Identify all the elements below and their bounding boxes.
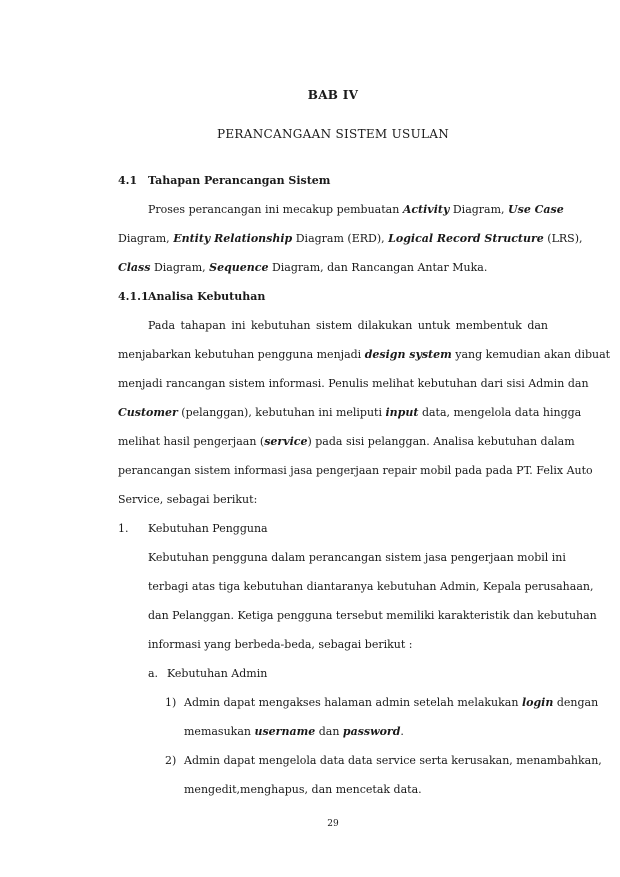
italic-term: Sequence xyxy=(209,261,269,274)
text-run: . xyxy=(400,725,404,738)
list-title: Kebutuhan Pengguna xyxy=(148,522,268,535)
text-run: Diagram, xyxy=(150,261,210,274)
text-run: Diagram, xyxy=(449,203,509,216)
text-run: yang kemudian akan dibuat xyxy=(451,348,611,361)
chapter-title: PERANCANGAAN SISTEM USULAN xyxy=(216,127,450,141)
text-run: melihat hasil pengerjaan ( xyxy=(118,435,265,448)
numbered-item xyxy=(165,754,602,768)
section-heading-4-1 xyxy=(118,174,548,188)
page-number: 29 xyxy=(327,819,339,829)
paragraph-line: Service, sebagai berikut: xyxy=(118,493,258,506)
italic-term: Use Case xyxy=(508,203,564,216)
italic-term: username xyxy=(254,725,316,738)
paragraph-line xyxy=(118,232,583,246)
text-run: dan xyxy=(315,725,343,738)
italic-term: password xyxy=(342,725,401,738)
paragraph-line xyxy=(118,261,548,275)
italic-term: Customer xyxy=(118,406,178,419)
text-run: Admin dapat mengelola data data service serta kerusakan, menambahkan, xyxy=(184,754,602,767)
numbered-item xyxy=(165,696,599,710)
italic-term: service xyxy=(264,435,308,448)
text-run: (pelanggan), kebutuhan ini meliputi xyxy=(177,406,386,419)
text-run: (LRS), xyxy=(543,232,583,245)
text-run: Diagram (ERD), xyxy=(292,232,389,245)
paragraph-line xyxy=(118,348,611,362)
list-marker: 1. xyxy=(118,522,129,535)
italic-term: login xyxy=(521,696,554,709)
list-marker: 1) xyxy=(165,696,177,709)
text-run: Diagram, xyxy=(118,232,174,245)
paragraph-line: mengedit,menghapus, dan mencetak data. xyxy=(184,783,422,796)
text-run: Proses perancangan ini mecakup pembuatan xyxy=(148,203,403,216)
text-run: dengan xyxy=(553,696,599,709)
paragraph-line: perancangan sistem informasi jasa pengerjaan repair mobil pada pada PT. Felix Auto xyxy=(118,464,593,477)
text-run: Admin dapat mengakses halaman admin setelah melakukan xyxy=(184,696,522,709)
italic-term: Logical Record Structure xyxy=(388,232,544,245)
section-title: Analisa Kebutuhan xyxy=(148,290,266,303)
paragraph-line: Pada tahapan ini kebutuhan sistem dilakukan untuk membentuk dan xyxy=(148,319,548,332)
paragraph-line xyxy=(184,725,550,739)
paragraph-line: informasi yang berbeda-beda, sebagai berikut : xyxy=(148,638,413,651)
italic-term: Activity xyxy=(402,203,450,216)
text-run: memasukan xyxy=(184,725,255,738)
section-title: Tahapan Perancangan Sistem xyxy=(148,174,331,187)
text-run: menjabarkan kebutuhan pengguna menjadi xyxy=(118,348,365,361)
italic-term: input xyxy=(385,406,419,419)
list-marker: a. xyxy=(148,667,159,680)
sublist-heading xyxy=(148,667,548,681)
text-run: data, mengelola data hingga xyxy=(418,406,582,419)
italic-term: design system xyxy=(364,348,452,361)
chapter-label: BAB IV xyxy=(307,88,359,102)
paragraph-line xyxy=(148,203,564,217)
section-number: 4.1 xyxy=(118,174,138,187)
paragraph-line xyxy=(118,406,582,420)
paragraph-line xyxy=(118,435,575,449)
list-title: Kebutuhan Admin xyxy=(167,667,268,680)
text-run: Diagram, dan Rancangan Antar Muka. xyxy=(268,261,488,274)
paragraph-line: Kebutuhan pengguna dalam perancangan sistem jasa pengerjaan mobil ini xyxy=(148,551,566,564)
paragraph-line: terbagi atas tiga kebutuhan diantaranya kebutuhan Admin, Kepala perusahaan, xyxy=(148,580,594,593)
section-heading-4-1-1 xyxy=(118,290,548,304)
list-item-heading xyxy=(118,522,548,536)
list-marker: 2) xyxy=(165,754,177,767)
text-run: ) pada sisi pelanggan. Analisa kebutuhan dalam xyxy=(307,435,575,448)
section-number: 4.1.1 xyxy=(118,290,149,303)
paragraph-line: menjadi rancangan sistem informasi. Penulis melihat kebutuhan dari sisi Admin dan xyxy=(118,377,589,390)
italic-term: Entity Relationship xyxy=(173,232,293,245)
italic-term: Class xyxy=(118,261,151,274)
paragraph-line: dan Pelanggan. Ketiga pengguna tersebut memiliki karakteristik dan kebutuhan xyxy=(148,609,597,622)
